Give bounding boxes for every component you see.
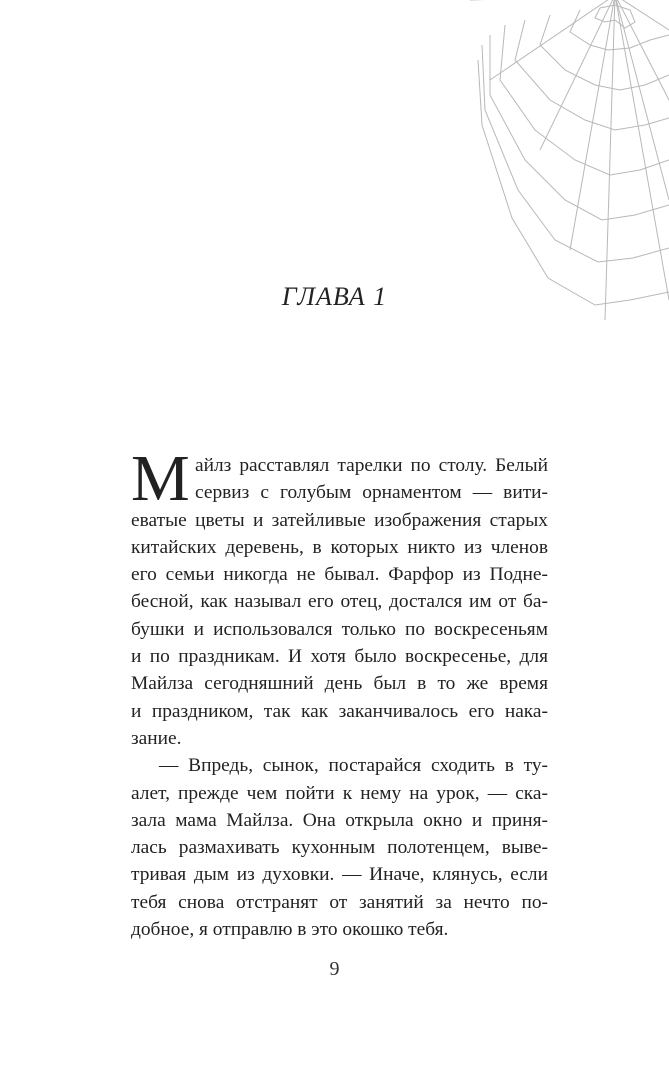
text-line: сервиз с голубым орнаментом — вити- bbox=[195, 482, 548, 504]
text-line: и праздником, так как заканчивалось его нака- bbox=[131, 700, 548, 722]
text-line: и по праздникам. И хотя было воскресенье, для bbox=[131, 646, 548, 668]
text-line: его семьи никогда не бывал. Фарфор из Подне- bbox=[131, 564, 548, 586]
text-line: бушки и использовался только по воскресеньям bbox=[131, 618, 548, 640]
text-line: Майлза сегодняшний день был в то же время bbox=[131, 673, 548, 695]
text-line: еватые цветы и затейливые изображения старых bbox=[131, 509, 548, 531]
text-line: зала мама Майлза. Она открыла окно и приня- bbox=[131, 809, 548, 831]
spider-web-illustration bbox=[430, 0, 669, 320]
text-line: бесной, как называл его отец, достался им от ба- bbox=[131, 591, 548, 613]
text-line: алет, прежде чем пойти к нему на урок, — ска- bbox=[131, 782, 548, 804]
text-line: зание. bbox=[131, 727, 182, 749]
text-line: лась размахивать кухонным полотенцем, выве- bbox=[131, 837, 548, 859]
drop-cap: М bbox=[131, 442, 190, 515]
text-line: тебя снова отстранят от занятий за нечто по- bbox=[131, 891, 548, 913]
text-line: добное, я отправлю в это окошко тебя. bbox=[131, 919, 449, 941]
body-text bbox=[131, 442, 548, 943]
chapter-title: ГЛАВА 1 bbox=[281, 282, 388, 311]
text-line: — Впредь, сынок, постарайся сходить в ту- bbox=[159, 755, 548, 777]
text-line: айлз расставлял тарелки по столу. Белый bbox=[195, 455, 548, 476]
text-line: тривая дым из духовки. — Иначе, клянусь, если bbox=[131, 864, 548, 886]
text-line: китайских деревень, в которых никто из членов bbox=[131, 536, 548, 558]
page-number: 9 bbox=[329, 958, 340, 980]
